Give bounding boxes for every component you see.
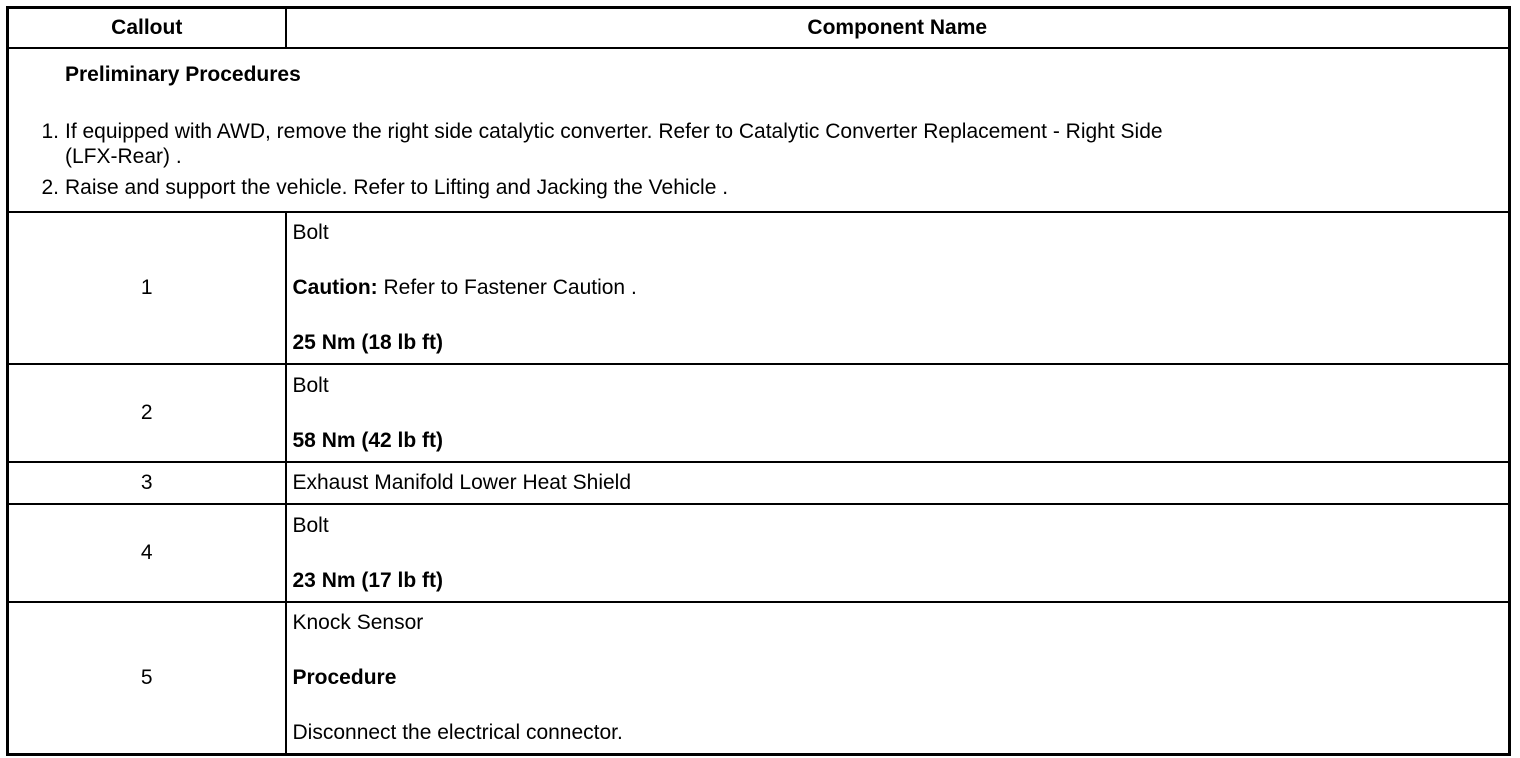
table-row bbox=[8, 212, 1510, 364]
caution-label: Caution: bbox=[292, 276, 378, 299]
preliminary-title: Preliminary Procedures bbox=[65, 62, 301, 86]
torque-spec: 25 Nm (18 lb ft) bbox=[292, 331, 444, 354]
component-cell bbox=[286, 212, 1510, 364]
component-name: Bolt bbox=[292, 373, 329, 397]
callout-cell: 5 bbox=[8, 602, 286, 755]
step-text: If equipped with AWD, remove the right side catalytic converter. Refer to Catalytic Converter Replacement - Right Side bbox=[65, 119, 1163, 143]
component-name: Bolt bbox=[292, 513, 329, 537]
table-row bbox=[8, 504, 1510, 602]
preliminary-step bbox=[41, 172, 1508, 203]
callout-header: Callout bbox=[8, 8, 286, 49]
header-row bbox=[8, 8, 1510, 49]
table-row bbox=[8, 462, 1510, 504]
component-name: Exhaust Manifold Lower Heat Shield bbox=[292, 471, 632, 494]
preliminary-steps bbox=[9, 116, 1508, 203]
table-row bbox=[8, 602, 1510, 755]
callout-cell: 2 bbox=[8, 364, 286, 462]
torque-spec: 23 Nm (17 lb ft) bbox=[292, 568, 444, 592]
procedure-label: Procedure bbox=[292, 666, 397, 689]
component-name: Knock Sensor bbox=[292, 611, 424, 634]
caution-note bbox=[293, 274, 1503, 302]
preliminary-row bbox=[8, 48, 1510, 212]
preliminary-step bbox=[41, 116, 1508, 172]
component-name-header: Component Name bbox=[286, 8, 1510, 49]
procedure-text: Disconnect the electrical connector. bbox=[292, 721, 623, 744]
step-number: 2. bbox=[41, 175, 59, 199]
component-table bbox=[6, 6, 1511, 756]
caution-text: Refer to Fastener Caution . bbox=[377, 276, 637, 299]
step-number: 1. bbox=[41, 119, 59, 143]
callout-cell: 4 bbox=[8, 504, 286, 602]
step-text: Raise and support the vehicle. Refer to Lifting and Jacking the Vehicle . bbox=[65, 175, 729, 199]
component-cell bbox=[286, 364, 1510, 462]
table-row bbox=[8, 364, 1510, 462]
component-cell bbox=[286, 504, 1510, 602]
component-cell bbox=[286, 602, 1510, 755]
callout-cell: 1 bbox=[8, 212, 286, 364]
component-cell bbox=[286, 462, 1510, 504]
torque-spec: 58 Nm (42 lb ft) bbox=[292, 428, 444, 452]
step-text-continued: (LFX-Rear) . bbox=[65, 144, 182, 168]
callout-cell: 3 bbox=[8, 462, 286, 504]
component-name: Bolt bbox=[292, 221, 329, 244]
preliminary-cell bbox=[8, 48, 1510, 212]
